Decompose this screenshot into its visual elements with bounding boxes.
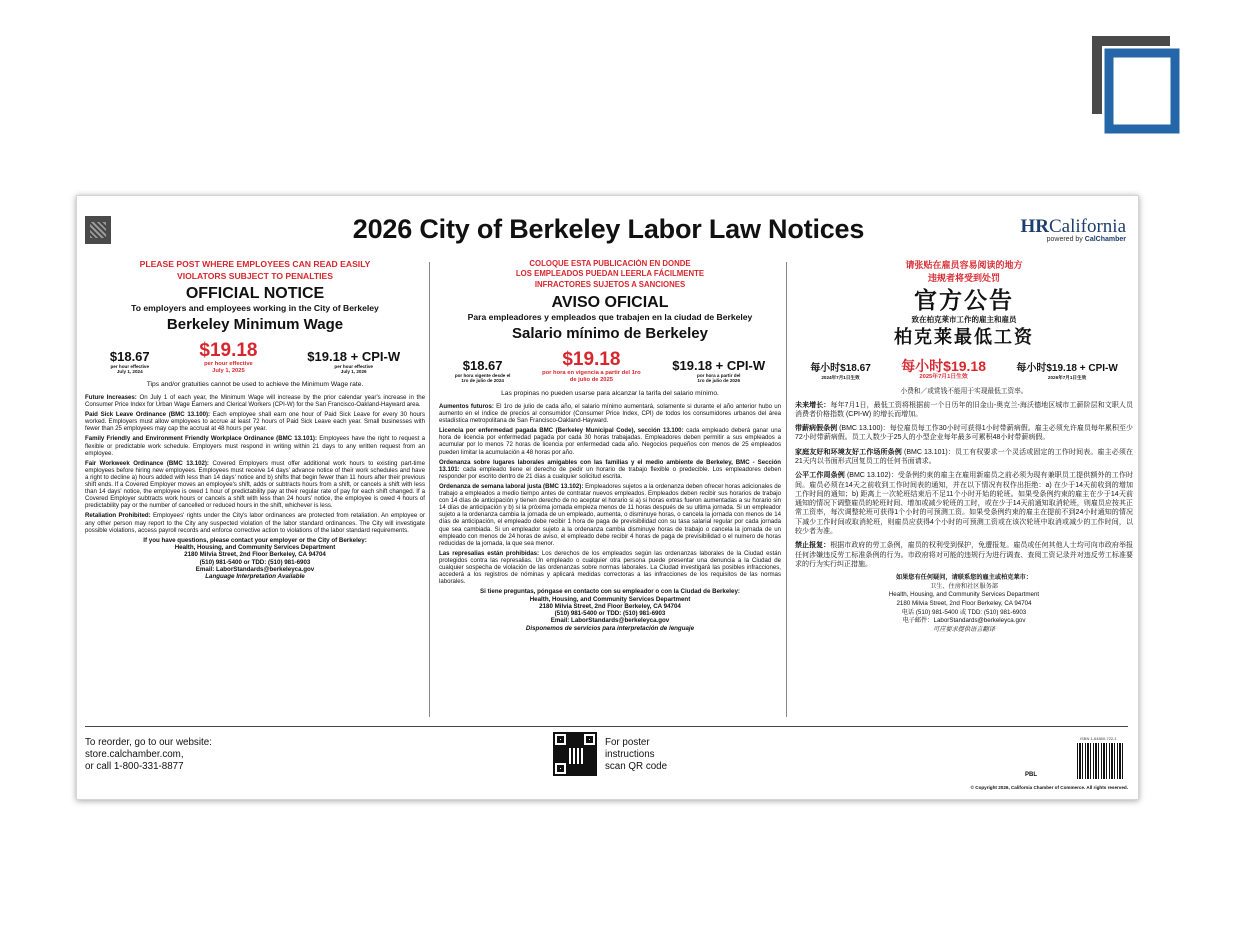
rate-2024: $18.67 por hora vigente desde el 1ro de julio de 2024 bbox=[454, 357, 511, 383]
contact-block: 如果您有任何疑问，请联系您的雇主或柏克莱市： 卫生、住房和社区服务部 Health, Housing, and Community Services Department 2180 Milvia Street, 2nd Floor Berkeley, CA 94704 电话 (510) 981-5400 或 TDD: (510) 981-6903 电子邮件：LaborStandards@berkeleyca.gov 可应要求提供语言翻译 bbox=[888, 574, 1040, 633]
rate-2024: 每小时$18.67 2024年7月1日生效 bbox=[810, 363, 871, 381]
paragraph: 禁止报复：根据市政府的劳工条例，雇员的权利受到保护，免遭报复。雇员或任何其他人士均可向市政府举报任何涉嫌违反劳工标准条例的行为。市政府将对可能的违规行为进行调查、查阅工资记录并对违反劳工标准要求的行为实行纠正措施。 bbox=[795, 542, 1133, 568]
notice-subtitle: Para empleadores y empleados que trabajen en la ciudad de Berkeley bbox=[467, 312, 753, 322]
paragraph: Paid Sick Leave Ordinance (BMC 13.100): Each employee shall earn one hour of Paid Sick Leave for every 30 hours worked. Employers must allow employees to accrue at least 72 hours of Paid Sick Leave each year. Small businesses with fewer than 25 employees may cap the accrual at 48 hours per year. bbox=[85, 411, 425, 433]
paragraph: Las represalias están prohibidas: Los derechos de los empleados según las ordenanzas laborales de la Ciudad están protegidos contra las represalias. Un empleado o cualquier otra persona puede presentar una denuncia a la Ciudad de cualquier sospecha de violación de las ordenanzas sobre normas laborales. La Ciudad investigará las posibles infracciones, accederá a los registros de nóminas y aplicará medidas correctoras a las infracciones de los requisitos de las normas laborales. bbox=[439, 549, 781, 586]
english-notice-column bbox=[85, 259, 425, 721]
footer-divider bbox=[85, 726, 1128, 727]
wage-rates bbox=[795, 358, 1133, 381]
rate-2024: $18.67 per hour effective July 1, 2024 bbox=[109, 348, 150, 374]
brand-logo-icon bbox=[1092, 36, 1184, 136]
poster-title: 2026 City of Berkeley Labor Law Notices bbox=[352, 214, 865, 244]
paragraph: Retaliation Prohibited: Employees' rights under the City's labor ordinances are protected from retaliation. An employee or any other person may report to the City any suspected violation of the labor standard ordinances. The City will investigate possible violations, access payroll records and enforce corrective action to violations of the labor standard requirements. bbox=[85, 512, 425, 534]
wage-heading: Salario mínimo de Berkeley bbox=[512, 325, 708, 342]
hrcalifornia-logo: HRCalifornia powered by CalChamber bbox=[1020, 216, 1126, 243]
tips-note: Las propinas no pueden usarse para alcanzar la tarifa del salario mínimo. bbox=[501, 390, 719, 397]
store-link[interactable]: store.calchamber.com, bbox=[85, 749, 184, 760]
notice-heading: AVISO OFICIAL bbox=[551, 294, 669, 311]
paragraph: 公平工作周条例 (BMC 13.102)：受条例约束的雇主在雇用新雇员之前必须为现有兼职员工提供额外的工作时间。雇员必须在14天之前收到工作时间表的通知，并在以下情况有权作出拒绝：a) 在少于14天前收到的增加工作时间的通知；b) 距离上一次轮班结束后不足11个小时开始的轮班。如果受条例约束的雇主在少于14天前通知的情况下调整雇员的轮班时间、增加或减少轮班的工时，或在少于14天前通知取消轮班，则雇员应按其正常工资率，每次调整轮班可获得1个小时的可预测工资。如果受条例约束的雇主在提前不到24小时通知的情况下减少工作时间或取消轮班，则雇员应获得4个小时的可预测工资或在该次轮班中取消或减少的工作时间，以较少者为准。 bbox=[795, 472, 1133, 536]
post-warning: COLOQUE ESTA PUBLICACIÓN EN DONDE bbox=[529, 259, 691, 268]
paragraph: Ordenanza de semana laboral justa (BMC 13.102): Empleadores sujetos a la ordenanza deben ofrecer horas adicionales de trabajo a empleados a medio tiempo antes de contratar nuevos empleados. Empleados deben recibir sus horarios de trabajo con 14 días de anticipación y tienen derecho de no aceptar el horario si a) si horas extras fueron aumentadas a su horario sin 14 días de anticipación y b) si la próxima jornada empieza menos de 11 horas después de su ultima jornada. Si un empleador sujeto a la ordenanza cambia la jornada de un empleado, aumenta, o disminuye horas, o cancela la jornada con menos de 14 días de anticipación, el empleado debe recibir 1 hora de paga de previsibilidad con su tasa salarial regular por cada jornada que sea cambiada. Si un empleador sujeto a la ordenanza cambia disminuye horas de trabajo o cancela la jornada de un empleado con menos de 24 horas de aviso, el empleado debe recibir 4 horas de paga de previsibilidad o el numero de horas reducidas de la jornada, la que sea menor. bbox=[439, 482, 781, 547]
notice-subtitle: 致在柏克莱市工作的雇主和雇员 bbox=[911, 315, 1017, 324]
rate-2026: 每小时$19.18 + CPI-W 2026年7月1日生效 bbox=[1016, 363, 1118, 381]
copyright-notice: © Copyright 2026, California Chamber of Commerce. All rights reserved. bbox=[970, 785, 1128, 790]
penalty-warning: INFRACTORES SUJETOS A SANCIONES bbox=[534, 280, 686, 289]
notice-heading: 官方公告 bbox=[914, 287, 1014, 313]
post-warning: LOS EMPLEADOS PUEDAN LEERLA FÁCILMENTE bbox=[515, 269, 705, 278]
labor-law-poster bbox=[76, 195, 1139, 800]
reorder-info: To reorder, go to our website: store.calchamber.com, or call 1-800-331-8877 bbox=[85, 737, 212, 772]
paragraph: Fair Workweek Ordinance (BMC 13.102): Covered Employers must offer additional work hours to existing part-time employees before hiring new employees. Employees must receive 14 days' advance notice of their work schedules and have a right to decline a) hours added with less than 14 days' notice and b) shifts that begin fewer than 11 hours after their previous shift ends. If a Covered Employer moves an employee's shift, adds or subtracts hours from a shift, or cancels a shift with less than 14 days' notice, the employee is owed 1 hour of predictability pay at their regular rate of pay for each shift changed. If a Covered Employer subtracts work hours or cancels a shift with less than 24 hours' notice, the employee is owed 4 hours of predictability pay or the number of cancelled or reduced hours in the shift, whichever is less. bbox=[85, 459, 425, 510]
notice-heading: OFFICIAL NOTICE bbox=[185, 285, 325, 302]
rate-2026: $19.18 + CPI-W por hora a partir del 1ro de julio de 2026 bbox=[672, 357, 766, 383]
paragraph: Future Increases: On July 1 of each year, the Minimum Wage will increase by the prior calendar year's increase in the Consumer Price Index for Urban Wage Earners and Clerical Workers (CPI-W) for the San Francisco-Oakland-Hayward area. bbox=[85, 394, 425, 409]
contact-block: If you have questions, please contact your employer or the City of Berkeley: Health, Housing, and Community Services Department 2180 Milvia Street, 2nd Floor Berkeley, CA 94704 (510) 981-5400 or TDD: (510) 981-6903 Email: LaborStandards@berkeleyca.gov Language Interpretation Available bbox=[143, 536, 367, 581]
rate-2026: $19.18 + CPI-W per hour effective July 1, 2026 bbox=[307, 348, 401, 374]
paragraph: Ordenanza sobre lugares laborales amigables con las familias y el medio ambiente de Berkeley, BMC - Sección 13.101: cada empleado tiene el derecho de pedir un horario de trabajo flexible o predecible. Los empleadores deben responder por escrito dentro de 21 días a cualquier solicitud escrita. bbox=[439, 458, 781, 480]
penalty-warning: VIOLATORS SUBJECT TO PENALTIES bbox=[177, 270, 333, 281]
wage-heading: 柏克莱最低工资 bbox=[894, 327, 1034, 347]
paragraph: Aumentos futuros: El 1ro de julio de cada año, el salario mínimo aumentará, solamente si durante el año anterior hubo un aumento en el índice de precios al consumidor (Consumer Price Index, CPI) de todos los consumidores urbanos del área estadística metropolitana de San Francisco-Oakland-Hayward. bbox=[439, 403, 781, 425]
column-divider bbox=[786, 262, 787, 717]
paragraph: 未来增长：每年7月1日，最低工资将根据前一个日历年的旧金山-奥克兰-海沃德地区城市工薪阶层和文职人员消费者价格指数 (CPI-W) 的增长而增加。 bbox=[795, 401, 1133, 418]
qr-instructions: For poster instructions scan QR code bbox=[605, 737, 668, 772]
paragraph: 家庭友好和环境友好工作场所条例 (BMC 13.101)：员工有权要求一个灵活或固定的工作时间表。雇主必须在21天内以书面形式回复员工的任何书面请求。 bbox=[795, 448, 1133, 465]
tips-note: 小费和／或赏钱不能用于实现最低工资率。 bbox=[900, 387, 1028, 395]
isbn-label: ISBN 1-64850-722-1 bbox=[1080, 736, 1117, 741]
post-warning: PLEASE POST WHERE EMPLOYEES CAN READ EASILY bbox=[139, 259, 371, 269]
penalty-warning: 违规者将受到处罚 bbox=[927, 272, 1000, 283]
chinese-notice-column bbox=[795, 259, 1133, 721]
paragraph: Licencia por enfermedad pagada BMC (Berkeley Municipal Code), sección 13.100: cada empleado deberá ganar una hora de licencia por enfermedad pagada por cada 30 horas trabajadas. Empleadores deben permitir a sus empleados a acumular por lo menos 72 horas de licencia por enfermedad cada año. Negocios pequeños con menos de 25 empleados pueden limitar la acumulación a 48 horas por año. bbox=[439, 427, 781, 456]
product-code: PBL bbox=[1025, 772, 1037, 778]
rate-2025: $19.18 per hour effective July 1, 2025 bbox=[199, 340, 258, 374]
paragraph: 带薪病假条例 (BMC 13.100)：每位雇员每工作30小时可获得1小时带薪病假。雇主必须允许雇员每年累积至少72小时带薪病假。员工人数少于25人的小型企业每年最多可累积48小时带薪病假。 bbox=[795, 425, 1133, 442]
wage-heading: Berkeley Minimum Wage bbox=[166, 316, 344, 333]
rate-2025: $19.18 por hora en vigencia a partir del 1ro de julio de 2025 bbox=[542, 349, 641, 383]
rate-2025: 每小时$19.18 2025年7月1日生效 bbox=[901, 358, 986, 380]
paragraph: Family Friendly and Environment Friendly Workplace Ordinance (BMC 13.101): Employees have the right to request a flexible or predictable work schedule. Employers must respond in writing within 21 days to any written request from an employee. bbox=[85, 435, 425, 457]
qr-code-icon[interactable] bbox=[553, 732, 597, 776]
notice-subtitle: To employers and employees working in the City of Berkeley bbox=[131, 303, 379, 313]
column-divider bbox=[429, 262, 430, 717]
barcode-icon bbox=[1077, 743, 1124, 779]
wage-rates bbox=[85, 340, 425, 374]
wage-rates bbox=[439, 349, 781, 383]
spanish-notice-column bbox=[439, 259, 781, 721]
post-warning: 请张贴在雇员容易阅读的地方 bbox=[905, 260, 1023, 270]
tips-note: Tips and/or gratuities cannot be used to achieve the Minimum Wage rate. bbox=[146, 381, 364, 388]
contact-block: Si tiene preguntas, póngase en contacto con su empleador o con la Ciudad de Berkeley: Health, Housing, and Community Services Department 2180 Milvia Street, 2nd Floor Berkeley, CA 94704 (510) 981-5400 or TDD: (510) 981-6903 Email: LaborStandards@berkeleyca.gov Disponemos de servicios para interpretación de lenguaje bbox=[480, 588, 740, 632]
